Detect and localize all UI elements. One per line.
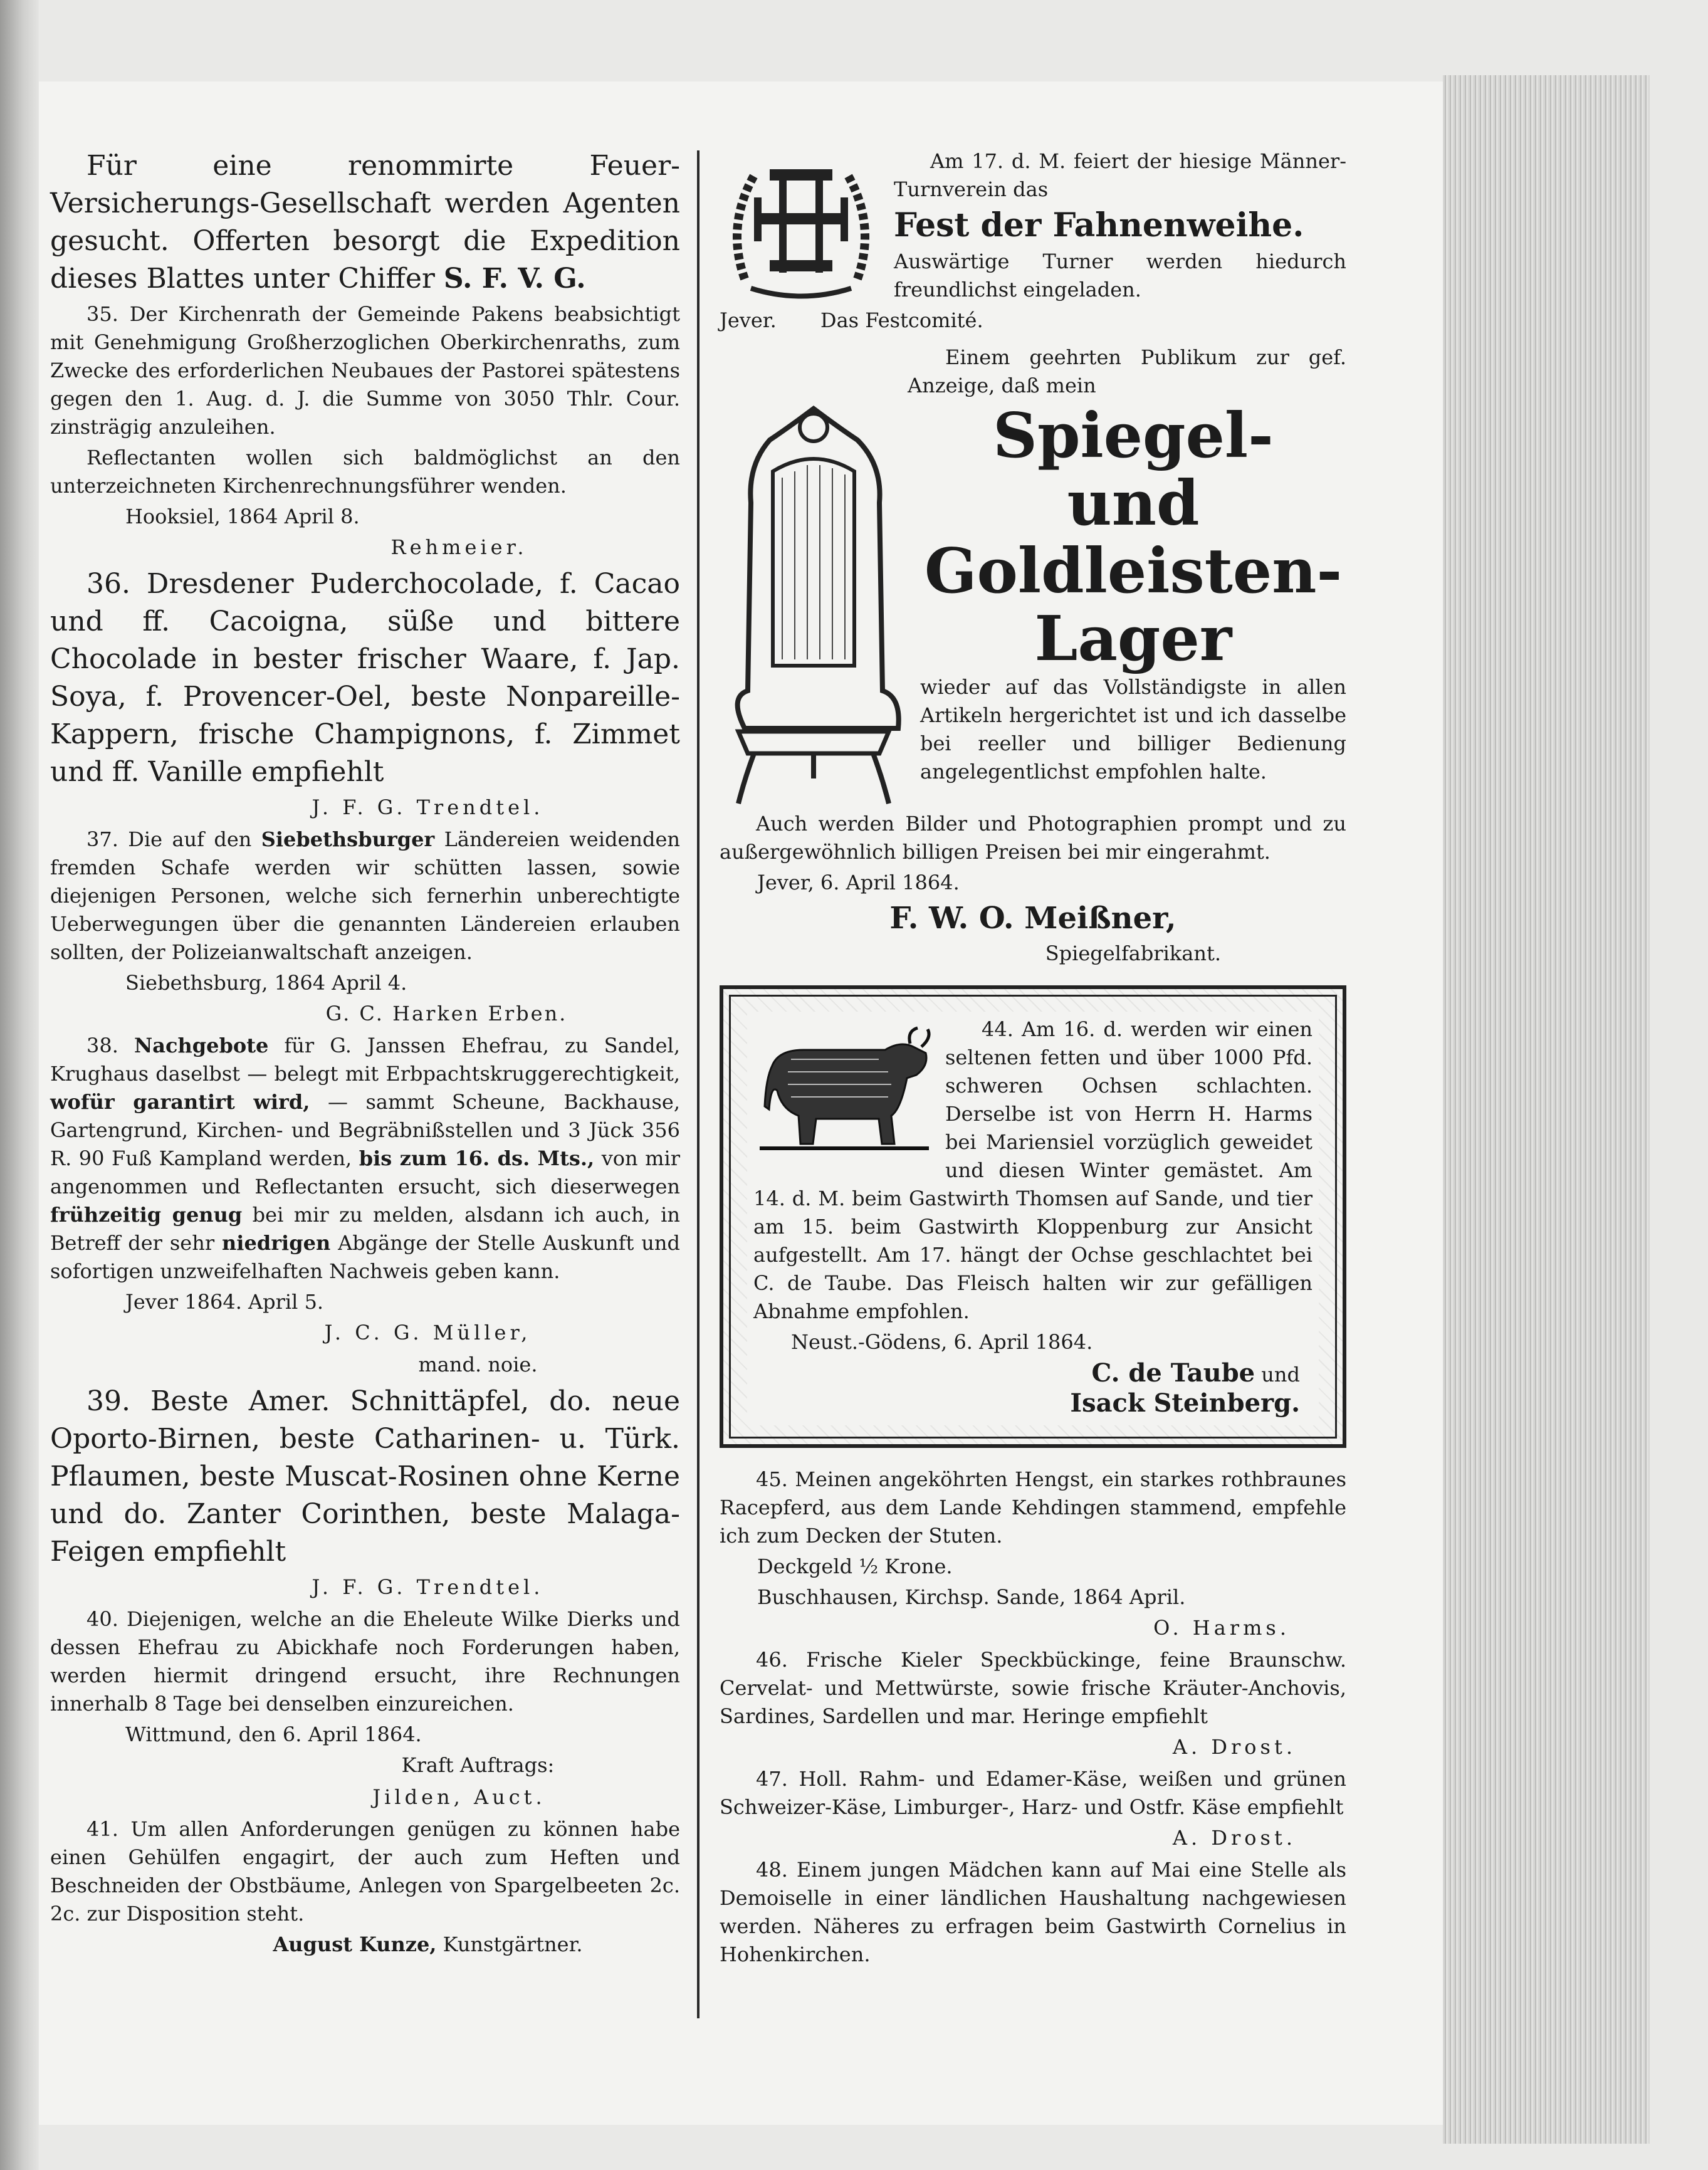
mirror-title-1: Spiegel- und xyxy=(993,400,1274,540)
mirror-place: Jever, 6. April 1864. xyxy=(757,871,960,894)
ad-44-and: und xyxy=(1261,1363,1300,1386)
fest-text: Auswärtige Turner werden hiedurch freundlichst eingeladen. xyxy=(894,249,1346,301)
ad-41 xyxy=(50,1815,680,1928)
ad-agents-text: Für eine renommirte Feuer-Versicherungs-Gesellschaft werden Agenten gesucht. Offerten besorgt die Expedition dieses Blattes unter Chiffer xyxy=(50,150,680,295)
ad-number: 40. xyxy=(86,1607,118,1631)
fest-footer xyxy=(720,307,1346,335)
ad-41-signature-name: August Kunze, xyxy=(273,1932,437,1956)
ad-37-place: Siebethsburg, 1864 April 4. xyxy=(125,971,407,995)
fest-title: Fest der Fahnenweihe. xyxy=(894,206,1304,244)
ad-38 xyxy=(50,1032,680,1286)
ad-38-signature: J. C. G. Müller, xyxy=(324,1321,532,1344)
ad-number: 38. xyxy=(86,1034,118,1057)
ad-41-signature-role: Kunstgärtner. xyxy=(443,1932,583,1956)
ad-35-text: Der Kirchenrath der Gemeinde Pakens beabsichtigt mit Genehmigung Großherzoglichen Oberkirchenraths, zum Zwecke des erforderlichen Neubaues der Pastorei spätestens gegen den 1. Aug. d. J. die Summe von 3050 Thlr. Cour. zinsträgig anzuleihen. xyxy=(50,302,681,439)
ad-37-bold: Siebethsburger xyxy=(261,827,435,851)
ad-number: 45. xyxy=(756,1467,788,1491)
ad-fest xyxy=(720,147,1346,337)
ad-number: 37. xyxy=(86,827,118,851)
ad-39-signature: J. F. G. Trendtel. xyxy=(312,1575,544,1599)
book-spine xyxy=(0,0,39,2170)
ad-38-bold-3: bis zum 16. ds. Mts., xyxy=(359,1146,595,1170)
ad-35 xyxy=(50,300,680,441)
ad-47-text: Holl. Rahm- und Edamer-Käse, weißen und grünen Schweizer-Käse, Limburger-, Harz- und Ostfr. Käse empfiehlt xyxy=(720,1767,1347,1819)
ad-44-border xyxy=(720,985,1346,1448)
ad-44-signatures xyxy=(753,1359,1312,1419)
ad-36-text: Dresdener Puderchocolade, f. Cacao und ff. Cacoigna, süße und bittere Chocolade in bester frischer Waare, f. Jap. Soya, f. Provencer-Oel, beste Nonpareille-Kappern, frische Champignons, f. Zimmet und ff. Vanille empfiehlt xyxy=(50,568,680,788)
ad-45-text: Meinen angeköhrten Hengst, ein starkes rothbraunes Racepferd, aus dem Lande Kehdingen stammend, empfehle ich zum Decken der Stuten. xyxy=(720,1467,1347,1548)
fest-signature: Das Festcomité. xyxy=(820,308,983,332)
page-edges xyxy=(1443,75,1650,2144)
ad-37-signature: G. C. Harken Erben. xyxy=(325,1002,568,1025)
column-rule xyxy=(697,150,699,2018)
ad-44 xyxy=(747,1012,1319,1425)
ad-mirror xyxy=(720,343,1346,968)
mirror-text: wieder auf das Vollständigste in allen Artikeln hergerichtet ist und ich dasselbe bei reeller und billiger Bedienung angelegentlichst empfohlen halte. xyxy=(920,675,1346,784)
ad-39 xyxy=(50,1383,680,1571)
ad-45-place: Buschhausen, Kirchsp. Sande, 1864 April. xyxy=(757,1585,1186,1609)
ad-36-signature: J. F. G. Trendtel. xyxy=(312,795,544,819)
ad-41-text: Um allen Anforderungen genügen zu können habe einen Gehülfen engagirt, der auch zum Heften und Beschneiden der Obstbäume, Anlegen von Spargelbeeten 2c. 2c. zur Disposition steht. xyxy=(50,1817,680,1926)
ad-40-place: Wittmund, den 6. April 1864. xyxy=(125,1722,422,1746)
ad-46-signature: A. Drost. xyxy=(1172,1735,1296,1759)
ad-agents xyxy=(50,147,680,298)
ad-agents-cipher: S. F. V. G. xyxy=(443,263,586,295)
left-column xyxy=(50,147,680,1963)
ad-44-signature-2: Isack Steinberg. xyxy=(1070,1388,1300,1418)
right-column xyxy=(720,147,1346,1971)
ad-37-text-a: Die auf den xyxy=(128,827,252,851)
mirror-text-2: Auch werden Bilder und Photographien prompt und zu außergewöhnlich billigen Preisen bei mir eingerahmt. xyxy=(720,812,1346,864)
ad-number: 35. xyxy=(86,302,118,326)
ad-38-signature-2: mand. noie. xyxy=(418,1353,538,1376)
ad-number: 48. xyxy=(756,1858,788,1882)
ad-35-signature: Rehmeier. xyxy=(390,535,528,559)
ad-44-signature-1: C. de Taube xyxy=(1091,1358,1255,1388)
ad-38-text-b: — sammt Scheune, Backhause, Gartengrund, Kirchen- und Begräbnißstellen und 3 Jück 356 R. 90 Fuß Kampland werden, xyxy=(50,1090,681,1170)
ad-47 xyxy=(720,1765,1346,1821)
ad-45 xyxy=(720,1465,1346,1550)
ad-38-text-e: Abgänge der Stelle Auskunft und sofortigen unzweifelhaften Nachweis geben kann. xyxy=(50,1231,680,1283)
ad-46 xyxy=(720,1646,1346,1731)
ad-41-signature xyxy=(50,1931,680,1959)
ad-40-signature: Jilden, Auct. xyxy=(372,1785,546,1809)
ad-37-text-b: Ländereien weidenden fremden Schafe werden wir schütten lassen, sowie diejenigen Personen, welche sich fernerhin unberechtigte Ueberwegungen über die genannten Ländereien erlauben sollten, der Polizeianwaltschaft anzeigen. xyxy=(50,827,681,964)
ad-number: 47. xyxy=(756,1767,788,1791)
ad-40 xyxy=(50,1605,680,1718)
ad-44-place: Neust.-Gödens, 6. April 1864. xyxy=(791,1330,1093,1354)
ad-38-place: Jever 1864. April 5. xyxy=(125,1290,324,1314)
ad-38-bold-5: niedrigen xyxy=(222,1231,331,1255)
ad-36 xyxy=(50,565,680,791)
ox-icon xyxy=(753,1015,935,1160)
turner-cross-emblem-icon xyxy=(720,147,883,304)
ad-47-signature: A. Drost. xyxy=(1172,1826,1296,1850)
ad-48 xyxy=(720,1856,1346,1969)
ad-number: 44. xyxy=(982,1017,1014,1041)
ad-44-body: Am 16. d. werden wir einen seltenen fetten und über 1000 Pfd. schweren Ochsen schlachten. Derselbe ist von Herrn H. Harms bei Mariensiel vorzüglich geweidet und diesen Winter gemästet. Am 14. d. M. beim Gastwirth Thomsen auf Sande, und tier am 15. beim Gastwirth Kloppenburg zur Ansicht aufgestellt. Am 17. hängt der Ochse geschlachtet bei C. de Taube. Das Fleisch halten wir zur gefälligen Abnahme empfohlen. xyxy=(753,1017,1313,1323)
mirror-intro: Einem geehrten Publikum zur gef. Anzeige, daß mein xyxy=(908,345,1346,397)
ad-38-text-a: für G. Janssen Ehefrau, zu Sandel, Krughaus daselbst — belegt mit Erbpachtskruggerechtigkeit, xyxy=(50,1034,681,1086)
ad-number: 39. xyxy=(86,1385,130,1417)
ad-40-authority: Kraft Auftrags: xyxy=(401,1753,555,1777)
ad-38-text-d: bei mir zu melden, alsdann ich auch, in Betreff der sehr xyxy=(50,1203,681,1255)
mirror-signature: F. W. O. Meißner, xyxy=(889,901,1176,936)
ad-48-text: Einem jungen Mädchen kann auf Mai eine Stelle als Demoiselle in einer ländlichen Haushaltung nachgewiesen werden. Näheres zu erfragen beim Gastwirth Cornelius in Hohenkirchen. xyxy=(720,1858,1347,1966)
ad-38-text-c: von mir angenommen und Reflectanten ersucht, sich dieserwegen xyxy=(50,1146,681,1198)
ad-45-signature: O. Harms. xyxy=(1153,1616,1290,1640)
ornate-mirror-icon xyxy=(720,402,908,810)
ad-40-text: Diejenigen, welche an die Eheleute Wilke Dierks und dessen Ehefrau zu Abickhafe noch Forderungen haben, werden hiermit dringend ersucht, ihre Rechnungen innerhalb 8 Tage bei denselben einzureichen. xyxy=(50,1607,680,1716)
ad-39-text: Beste Amer. Schnittäpfel, do. neue Oporto-Birnen, beste Catharinen- u. Türk. Pflaumen, beste Muscat-Rosinen ohne Kerne und do. Zanter Corinthen, beste Malaga-Feigen empfiehlt xyxy=(50,1385,680,1568)
ad-number: 41. xyxy=(86,1817,118,1841)
ad-35-text2: Reflectanten wollen sich baldmöglichst an den unterzeichneten Kirchenrechnungsführer wenden. xyxy=(50,446,680,498)
ad-38-bold-1: Nachgebote xyxy=(134,1034,269,1057)
ad-35-place: Hooksiel, 1864 April 8. xyxy=(125,505,360,528)
ad-38-bold-4: frühzeitig genug xyxy=(50,1203,243,1227)
ad-46-text: Frische Kieler Speckbückinge, feine Braunschw. Cervelat- und Mettwürste, sowie frische Kräuter-Anchovis, Sardines, Sardellen und mar. Heringe empfiehlt xyxy=(720,1648,1347,1728)
ad-38-bold-2: wofür garantirt wird, xyxy=(50,1090,310,1114)
ad-45-fee: Deckgeld ½ Krone. xyxy=(757,1554,953,1578)
ad-number: 36. xyxy=(86,568,130,600)
ad-37 xyxy=(50,826,680,967)
mirror-title-3: Lager xyxy=(1034,603,1232,675)
ad-number: 46. xyxy=(756,1648,788,1672)
mirror-role: Spiegelfabrikant. xyxy=(1045,941,1221,965)
fest-place: Jever. xyxy=(720,308,777,332)
fest-intro: Am 17. d. M. feiert der hiesige Männer-Turnverein das xyxy=(894,149,1346,201)
mirror-title-2: Goldleisten- xyxy=(924,535,1343,607)
